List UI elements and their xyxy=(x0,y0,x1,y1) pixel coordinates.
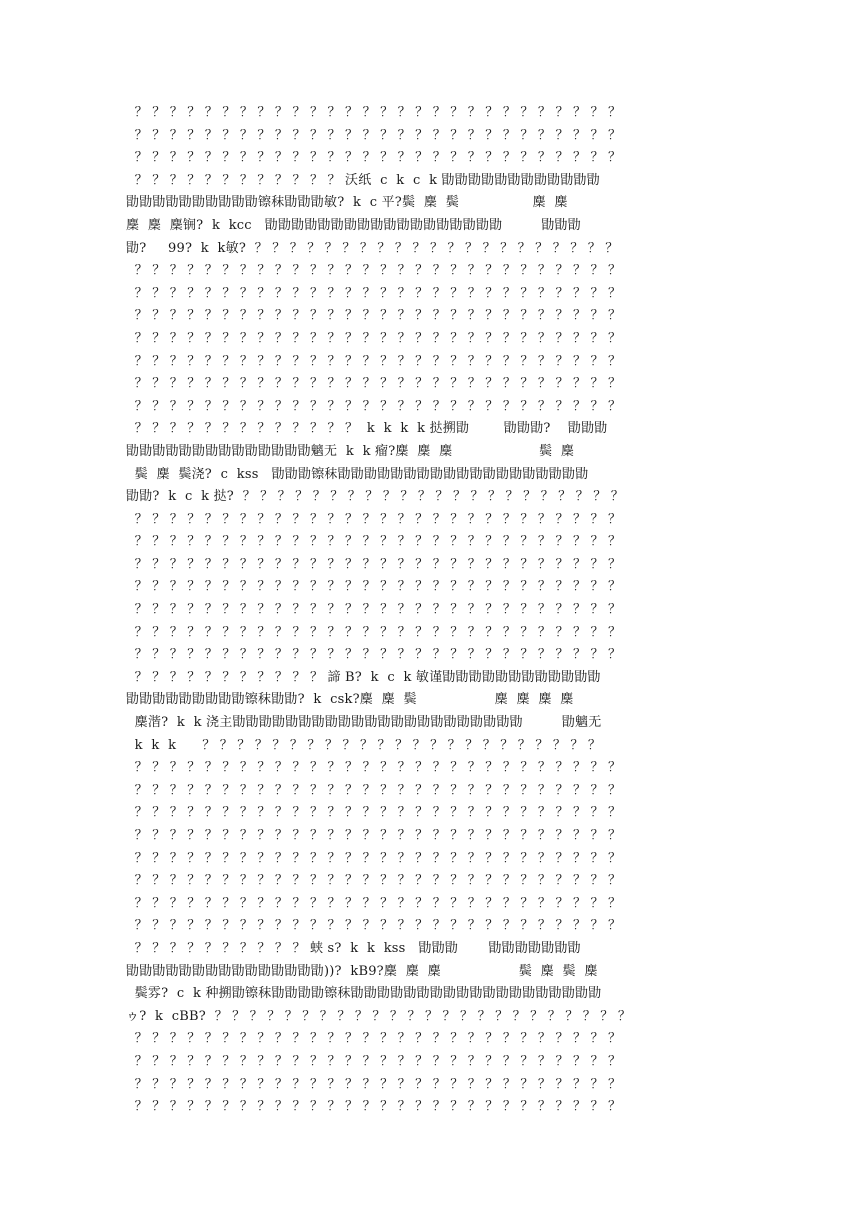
text-line: ？ ？ ？ ？ ？ ？ ？ ？ ？ ？ ？ ？ ？ ？ ？ ？ ？ ？ ？ ？ ？ ？ ？ ？ ？ ？ ？ ？ xyxy=(126,873,622,889)
text-line: 勖? 99? k k敏? ？ ？ ？ ？ ？ ？ ？ ？ ？ ？ ？ ？ ？ ？ ？ ？ ？ ？ ？ ？ ？ xyxy=(126,240,619,256)
text-line: ？ ？ ？ ？ ？ ？ ？ ？ ？ ？ 蛱 s? k k kss 勖勖勖 勖勖勖勖勖勖勖 xyxy=(126,940,581,956)
text-line: ？ ？ ？ ？ ？ ？ ？ ？ ？ ？ ？ 諦 B? k c k 敏谨勖勖勖勖勖勖勖勖勖勖勖勖 xyxy=(126,669,601,685)
text-line: ？ ？ ？ ？ ？ ？ ？ ？ ？ ？ ？ ？ ？ ？ ？ ？ ？ ？ ？ ？ ？ ？ ？ ？ ？ ？ ？ ？ xyxy=(126,1076,622,1092)
text-line: ？ ？ ？ ？ ？ ？ ？ ？ ？ ？ ？ ？ ？ ？ ？ ？ ？ ？ ？ ？ ？ ？ ？ ？ ？ ？ ？ ？ xyxy=(126,1099,622,1115)
text-line: ？ ？ ？ ？ ？ ？ ？ ？ ？ ？ ？ ？ ？ ？ ？ ？ ？ ？ ？ ？ ？ ？ ？ ？ ？ ？ ？ ？ xyxy=(126,1053,622,1069)
text-line: ゥ? k cBB? ？ ？ ？ ？ ？ ？ ？ ？ ？ ？ ？ ？ ？ ？ ？ ？ ？ ？ ？ ？ ？ ？ ？ ？ xyxy=(126,1008,632,1024)
text-line: ？ ？ ？ ？ ？ ？ ？ ？ ？ ？ ？ ？ ？ ？ ？ ？ ？ ？ ？ ？ ？ ？ ？ ？ ？ ？ ？ ？ xyxy=(126,105,622,120)
text-line: ？ ？ ？ ？ ？ ？ ？ ？ ？ ？ ？ ？ ？ ？ ？ ？ ？ ？ ？ ？ ？ ？ ？ ？ ？ ？ ？ ？ xyxy=(126,760,622,776)
text-line: ？ ？ ？ ？ ？ ？ ？ ？ ？ ？ ？ ？ ？ k k k k 挞搠勖 勖勖勖? 勖勖勖 xyxy=(126,421,608,437)
text-line: 勖勖勖勖勖勖勖勖勖勖勖勖勖勖勖))? kB9?麇 麇 麇 鬓 麇 鬓 麇 xyxy=(126,963,598,979)
text-line: 勖勖勖勖勖勖勖勖勖镲秣勖勖? k csk?麇 麇 鬓 麇 麇 麇 麇 xyxy=(126,692,574,708)
text-line: 勖勖勖勖勖勖勖勖勖勖镲秣勖勖勖敏? k c 平?鬓 麇 鬓 麇 麇 xyxy=(126,195,568,211)
text-line: ？ ？ ？ ？ ？ ？ ？ ？ ？ ？ ？ ？ ？ ？ ？ ？ ？ ？ ？ ？ ？ ？ ？ ？ ？ ？ ？ ？ xyxy=(126,1031,622,1047)
text-line: ？ ？ ？ ？ ？ ？ ？ ？ ？ ？ ？ ？ ？ ？ ？ ？ ？ ？ ？ ？ ？ ？ ？ ？ ？ ？ ？ ？ xyxy=(126,805,622,821)
text-line: ？ ？ ？ ？ ？ ？ ？ ？ ？ ？ ？ ？ ？ ？ ？ ？ ？ ？ ？ ？ ？ ？ ？ ？ ？ ？ ？ ？ xyxy=(126,850,622,866)
text-line: 勖勖勖勖勖勖勖勖勖勖勖勖勖勖魑无 k k 瘤?麇 麇 麇 鬓 麇 xyxy=(126,443,575,459)
text-line: ？ ？ ？ ？ ？ ？ ？ ？ ？ ？ ？ ？ ？ ？ ？ ？ ？ ？ ？ ？ ？ ？ ？ ？ ？ ？ ？ ？ xyxy=(126,150,622,166)
text-line: ？ ？ ？ ？ ？ ？ ？ ？ ？ ？ ？ ？ ？ ？ ？ ？ ？ ？ ？ ？ ？ ？ ？ ？ ？ ？ ？ ？ xyxy=(126,263,622,279)
text-line: ？ ？ ？ ？ ？ ？ ？ ？ ？ ？ ？ ？ ？ ？ ？ ？ ？ ？ ？ ？ ？ ？ ？ ？ ？ ？ ？ ？ xyxy=(126,556,622,572)
text-line: ？ ？ ？ ？ ？ ？ ？ ？ ？ ？ ？ ？ ？ ？ ？ ？ ？ ？ ？ ？ ？ ？ ？ ？ ？ ？ ？ ？ xyxy=(126,782,622,798)
text-line: ？ ？ ？ ？ ？ ？ ？ ？ ？ ？ ？ ？ ？ ？ ？ ？ ？ ？ ？ ？ ？ ？ ？ ？ ？ ？ ？ ？ xyxy=(126,127,622,143)
text-line: ？ ？ ？ ？ ？ ？ ？ ？ ？ ？ ？ ？ ？ ？ ？ ？ ？ ？ ？ ？ ？ ？ ？ ？ ？ ？ ？ ？ xyxy=(126,285,622,301)
text-line: ？ ？ ？ ？ ？ ？ ？ ？ ？ ？ ？ ？ ？ ？ ？ ？ ？ ？ ？ ？ ？ ？ ？ ？ ？ ？ ？ ？ xyxy=(126,511,622,527)
text-line: ？ ？ ？ ？ ？ ？ ？ ？ ？ ？ ？ ？ ？ ？ ？ ？ ？ ？ ？ ？ ？ ？ ？ ？ ？ ？ ？ ？ xyxy=(126,602,622,618)
text-line: ？ ？ ？ ？ ？ ？ ？ ？ ？ ？ ？ ？ ？ ？ ？ ？ ？ ？ ？ ？ ？ ？ ？ ？ ？ ？ ？ ？ xyxy=(126,647,622,663)
text-line: 鬓 麇 鬓浇? c kss 勖勖勖镲秣勖勖勖勖勖勖勖勖勖勖勖勖勖勖勖勖勖勖勖 xyxy=(126,466,589,482)
text-line: ？ ？ ？ ？ ？ ？ ？ ？ ？ ？ ？ ？ ？ ？ ？ ？ ？ ？ ？ ？ ？ ？ ？ ？ ？ ？ ？ ？ xyxy=(126,398,622,414)
text-line: 麇湝? k k 浇主勖勖勖勖勖勖勖勖勖勖勖勖勖勖勖勖勖勖勖勖勖勖 勖魑无 xyxy=(126,715,602,731)
text-line: ？ ？ ？ ？ ？ ？ ？ ？ ？ ？ ？ ？ ？ ？ ？ ？ ？ ？ ？ ？ ？ ？ ？ ？ ？ ？ ？ ？ xyxy=(126,534,622,550)
text-line: ？ ？ ？ ？ ？ ？ ？ ？ ？ ？ ？ ？ ？ ？ ？ ？ ？ ？ ？ ？ ？ ？ ？ ？ ？ ？ ？ ？ xyxy=(126,579,622,595)
text-line: ？ ？ ？ ？ ？ ？ ？ ？ ？ ？ ？ ？ ？ ？ ？ ？ ？ ？ ？ ？ ？ ？ ？ ？ ？ ？ ？ ？ xyxy=(126,624,622,640)
garbled-text-body xyxy=(126,102,746,1119)
text-line: 勖勖? k c k 挞? ？ ？ ？ ？ ？ ？ ？ ？ ？ ？ ？ ？ ？ ？ ？ ？ ？ ？ ？ ？ ？ ？ xyxy=(126,489,624,505)
text-line: 麇 麇 麇锎? k kcc 勖勖勖勖勖勖勖勖勖勖勖勖勖勖勖勖勖勖 勖勖勖 xyxy=(126,217,581,233)
text-line: ？ ？ ？ ？ ？ ？ ？ ？ ？ ？ ？ ？ ？ ？ ？ ？ ？ ？ ？ ？ ？ ？ ？ ？ ？ ？ ？ ？ xyxy=(126,353,622,369)
text-line: ？ ？ ？ ？ ？ ？ ？ ？ ？ ？ ？ ？ ？ ？ ？ ？ ？ ？ ？ ？ ？ ？ ？ ？ ？ ？ ？ ？ xyxy=(126,918,622,934)
text-line: ？ ？ ？ ？ ？ ？ ？ ？ ？ ？ ？ ？ ？ ？ ？ ？ ？ ？ ？ ？ ？ ？ ？ ？ ？ ？ ？ ？ xyxy=(126,895,622,911)
text-line: ？ ？ ？ ？ ？ ？ ？ ？ ？ ？ ？ ？ ？ ？ ？ ？ ？ ？ ？ ？ ？ ？ ？ ？ ？ ？ ？ ？ xyxy=(126,828,622,843)
text-line: ？ ？ ？ ？ ？ ？ ？ ？ ？ ？ ？ ？ ？ ？ ？ ？ ？ ？ ？ ？ ？ ？ ？ ？ ？ ？ ？ ？ xyxy=(126,308,622,324)
text-line: 鬓雰? c k 种搠勖镲秣勖勖勖勖镲秣勖勖勖勖勖勖勖勖勖勖勖勖勖勖勖勖勖勖勖 xyxy=(126,986,602,1002)
text-line: ？ ？ ？ ？ ？ ？ ？ ？ ？ ？ ？ ？ ？ ？ ？ ？ ？ ？ ？ ？ ？ ？ ？ ？ ？ ？ ？ ？ xyxy=(126,330,622,346)
text-line: k k k ？ ？ ？ ？ ？ ？ ？ ？ ？ ？ ？ ？ ？ ？ ？ ？ ？ ？ ？ ？ ？ ？ ？ xyxy=(126,737,602,753)
text-line: ？ ？ ？ ？ ？ ？ ？ ？ ？ ？ ？ ？ 沃纸 c k c k 勖勖勖勖勖勖勖勖勖勖勖勖 xyxy=(126,172,600,188)
text-line: ？ ？ ？ ？ ？ ？ ？ ？ ？ ？ ？ ？ ？ ？ ？ ？ ？ ？ ？ ？ ？ ？ ？ ？ ？ ？ ？ ？ xyxy=(126,376,622,392)
